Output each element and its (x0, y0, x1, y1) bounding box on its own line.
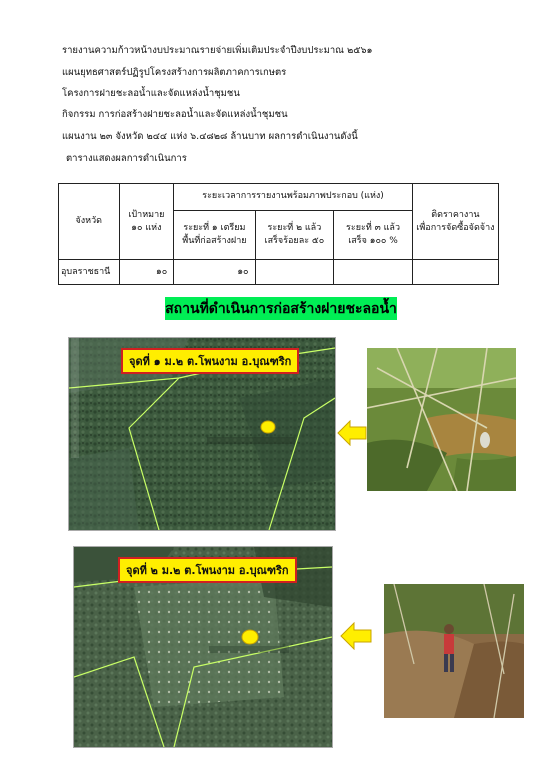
header-phase3-line1: ระยะที่ ๓ แล้ว (346, 223, 400, 234)
satellite-map-1[interactable] (68, 337, 336, 531)
satellite-map-2[interactable] (73, 546, 333, 748)
header-province: จังหวัด (59, 184, 120, 260)
site-photo-2 (384, 584, 524, 718)
header-phase2-line2: เสร็จร้อยละ ๕๐ (264, 236, 325, 247)
cell-phase2 (255, 260, 334, 285)
arrow-left-icon (337, 420, 367, 446)
header-period-group: ระยะเวลาการรายงานพร้อมภาพประกอบ (แห่ง) (174, 184, 413, 211)
site-callout-2: จุดที่ ๒ ม.๒ ต.โพนงาม อ.บุณฑริก (118, 557, 297, 583)
header-phase2-line1: ระยะที่ ๒ แล้ว (267, 223, 322, 234)
header-phase1-line1: ระยะที่ ๑ เตรียม (183, 223, 246, 234)
header-phase1-line2: พื้นที่ก่อสร้างฝาย (182, 236, 247, 247)
report-title: รายงานความก้าวหน้างบประมาณรายจ่ายเพิ่มเติมประจำปีงบประมาณ ๒๕๖๑ (62, 45, 373, 56)
site-photo-1 (367, 348, 516, 491)
header-phase3 (334, 210, 413, 259)
cell-target: ๑๐ (119, 260, 174, 285)
cell-province: อุบลราชธานี (59, 260, 120, 285)
header-target-unit: ๑๐ แห่ง (131, 222, 162, 233)
header-contact-line1: ติดราคางาน (431, 209, 480, 220)
table-caption: ตารางแสดงผลการดำเนินการ (66, 153, 187, 164)
site-banner: สถานที่ดำเนินการก่อสร้างฝายชะลอน้ำ (165, 297, 397, 320)
stream-photo-1 (367, 348, 516, 491)
cell-phase3 (334, 260, 413, 285)
plan-summary: แผนงาน ๒๓ จังหวัด ๒๔๔ แห่ง ๖.๔๘๒๘ ล้านบาท ผลการดำเนินงานดังนี้ (62, 131, 358, 142)
header-phase3-line2: เสร็จ ๑๐๐ % (348, 236, 398, 247)
activity-name: กิจกรรม การก่อสร้างฝายชะลอน้ำและจัดแหล่งน้ำชุมชน (62, 109, 288, 120)
table-row (59, 260, 499, 285)
header-phase2 (255, 210, 334, 259)
arrow-left-icon (340, 622, 372, 650)
strategy-plan: แผนยุทธศาสตร์ปฏิรูปโครงสร้างการผลิตภาคการเกษตร (62, 67, 287, 78)
header-contact (412, 184, 498, 260)
site-callout-1: จุดที่ ๑ ม.๒ ต.โพนงาม อ.บุณฑริก (121, 348, 299, 374)
header-phase1 (174, 210, 255, 259)
cell-phase1: ๑๐ (174, 260, 255, 285)
results-table (58, 183, 499, 285)
header-contact-line2: เพื่อการจัดซื้อจัดจ้าง (416, 222, 495, 233)
header-target-label: เป้าหมาย (128, 209, 165, 220)
stream-photo-2 (384, 584, 524, 718)
project-name: โครงการฝายชะลอน้ำและจัดแหล่งน้ำชุมชน (62, 88, 240, 99)
cell-contact (412, 260, 498, 285)
header-target (119, 184, 174, 260)
